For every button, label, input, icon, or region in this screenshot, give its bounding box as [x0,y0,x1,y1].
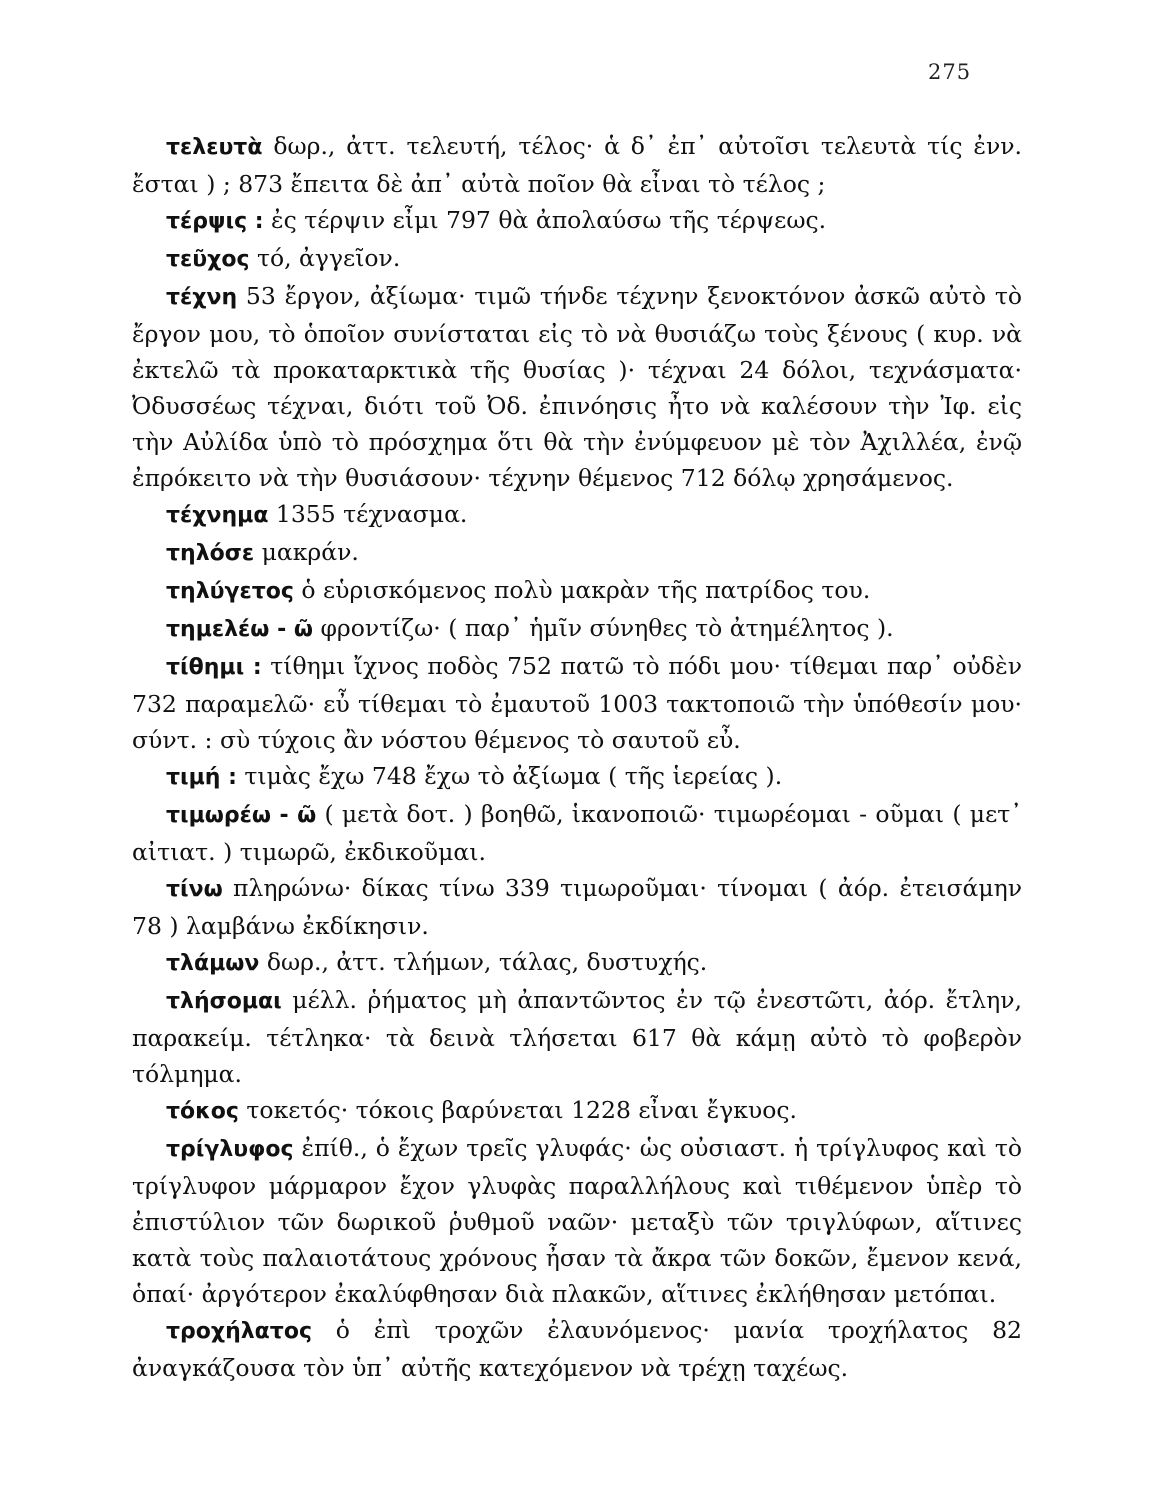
glossary-entries [132,128,1022,1386]
glossary-entry [132,1312,1022,1386]
glossary-entry [132,534,1022,572]
entry-definition: τιμὰς ἔχω 748 ἔχω τὸ ἀξίωμα ( τῆς ἱερείας ). [236,762,783,790]
glossary-entry [132,278,1022,496]
entry-lemma: τελευτὰ [166,135,263,160]
entry-definition: 1355 τέχνασμα. [268,500,468,528]
glossary-entry [132,202,1022,240]
entry-lemma: τηλόσε [166,541,255,566]
entry-definition: ὁ εὑρισκόμενος πολὺ μακρὰν τῆς πατρίδος του. [293,576,871,604]
entry-definition: ὁ ἐπὶ τροχῶν ἐλαυνόμενος· μανία τροχήλατος 82 ἀναγκάζουσα τὸν ὑπ᾽ αὐτῆς κατεχόμενον νὰ τρέχῃ ταχέως. [132,1316,1022,1382]
glossary-entry [132,496,1022,534]
entry-lemma: τέρψις : [166,209,264,234]
entry-definition: δωρ., ἀττ. τελευτή, τέλος· ἁ δ᾽ ἐπ᾽ αὐτοῖσι τελευτὰ τίς ἐνν. ἔσται ) ; 873 ἔπειτα δὲ ἀπ᾽ αὐτὰ ποῖον θὰ εἶναι τὸ τέλος ; [132,132,1022,198]
entry-definition: ἐς τέρψιν εἶμι 797 θὰ ἀπολαύσω τῆς τέρψεως. [263,206,827,234]
entry-definition: τοκετός· τόκοις βαρύνεται 1228 εἶναι ἔγκυος. [238,1096,797,1124]
entry-lemma: τηλύγετος [166,579,294,604]
page-number: 275 [928,60,972,84]
entry-definition: μέλλ. ῥήματος μὴ ἀπαντῶντος ἐν τῷ ἐνεστῶτι, ἀόρ. ἔτλην, παρακείμ. τέτληκα· τὰ δεινὰ τλήσεται 617 θὰ κάμῃ αὐτὸ τὸ φοβερὸν τόλμημα. [132,986,1022,1088]
glossary-entry [132,758,1022,796]
glossary-entry [132,982,1022,1092]
glossary-entry [132,944,1022,982]
glossary-entry [132,610,1022,648]
glossary-entry [132,870,1022,944]
entry-definition: πληρώνω· δίκας τίνω 339 τιμωροῦμαι· τίνομαι ( ἀόρ. ἐτεισάμην 78 ) λαμβάνω ἐκδίκησιν. [132,874,1022,940]
entry-lemma: τέχνη [166,285,238,310]
entry-lemma: τίθημι : [166,655,262,680]
entry-lemma: τόκος [166,1099,239,1124]
entry-lemma: τέχνημα [166,503,269,528]
entry-lemma: τίνω [166,877,223,902]
glossary-entry [132,796,1022,870]
entry-lemma: τεῦχος [166,247,250,272]
entry-definition: 53 ἔργον, ἀξίωμα· τιμῶ τήνδε τέχνην ξενοκτόνον ἀσκῶ αὐτὸ τὸ ἔργον μου, τὸ ὁποῖον συνίσταται εἰς τὸ νὰ θυσιάζω τοὺς ξένους ( κυρ. νὰ ἐκτελῶ τὰ προκαταρκτικὰ τῆς θυσίας )· τέχναι 24 δόλοι, τεχνάσματα· Ὀδυσσέως τέχναι, διότι τοῦ Ὀδ. ἐπινόησις ἦτο νὰ καλέσουν τὴν Ἰφ. εἰς τὴν Αὐλίδα ὑπὸ τὸ πρόσχημα ὅτι θὰ τὴν ἐνύμφευον μὲ τὸν Ἀχιλλέα, ἐνῷ ἐπρόκειτο νὰ τὴν θυσιάσουν· τέχνην θέμενος 712 δόλῳ χρησάμενος. [132,282,1022,492]
entry-lemma: τρίγλυφος [166,1137,294,1162]
entry-definition: δωρ., ἀττ. τλήμων, τάλας, δυστυχής. [259,948,708,976]
entry-definition: ( μετὰ δοτ. ) βοηθῶ, ἱκανοποιῶ· τιμωρέομαι - οῦμαι ( μετ᾽ αἰτιατ. ) τιμωρῶ, ἐκδικοῦμαι. [132,800,1023,866]
glossary-entry [132,128,1022,202]
glossary-entry [132,572,1022,610]
entry-definition: ἐπίθ., ὁ ἔχων τρεῖς γλυφάς· ὡς οὐσιαστ. ἡ τρίγλυφος καὶ τὸ τρίγλυφον μάρμαρον ἔχον γλυφὰς παραλλήλους καὶ τιθέμενον ὑπὲρ τὸ ἐπιστύλιον τῶν δωρικοῦ ῥυθμοῦ ναῶν· μεταξὺ τῶν τριγλύφων, αἵτινες κατὰ τοὺς παλαιοτάτους χρόνους ἦσαν τὰ ἄκρα τῶν δοκῶν, ἔμενον κενά, ὁπαί· ἀργότερον ἐκαλύφθησαν διὰ πλακῶν, αἵτινες ἐκλήθησαν μετόπαι. [132,1134,1022,1308]
glossary-entry [132,240,1022,278]
entry-lemma: τλάμων [166,951,260,976]
entry-definition: μακράν. [254,538,359,566]
entry-definition: τό, ἀγγεῖον. [249,244,401,272]
entry-lemma: τημελέω - ῶ [166,617,313,642]
entry-definition: φροντίζω· ( παρ᾽ ἡμῖν σύνηθες τὸ ἀτημέλητος ). [313,614,894,642]
entry-lemma: τλήσομαι [166,989,282,1014]
glossary-entry [132,1130,1022,1312]
glossary-entry [132,648,1022,758]
entry-lemma: τροχήλατος [166,1319,312,1344]
glossary-entry [132,1092,1022,1130]
entry-lemma: τιμωρέω - ῶ [166,803,317,828]
entry-lemma: τιμή : [166,765,237,790]
entry-definition: τίθημι ἴχνος ποδὸς 752 πατῶ τὸ πόδι μου· τίθεμαι παρ᾽ οὐδὲν 732 παραμελῶ· εὖ τίθεμαι τὸ ἐμαυτοῦ 1003 τακτοποιῶ τὴν ὑπόθεσίν μου· σύντ. : σὺ τύχοις ἂν νόστου θέμενος τὸ σαυτοῦ εὖ. [132,652,1022,754]
